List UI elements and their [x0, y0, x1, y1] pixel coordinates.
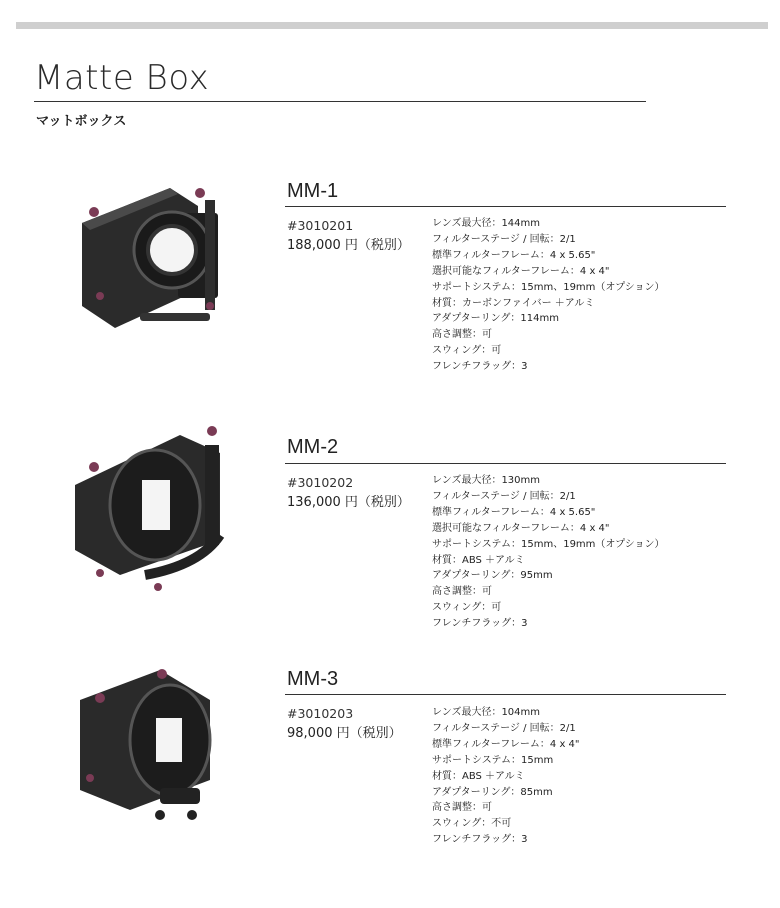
spec-list — [432, 473, 665, 632]
top-divider-bar — [16, 22, 768, 29]
spec-item: フレンチフラッグ：3 — [432, 834, 528, 846]
spec-item: アダプターリング：114mm — [432, 313, 559, 325]
spec-item: サポートシステム：15mm、19mm（オプション） — [432, 538, 665, 550]
product-price: 98,000 円（税別） — [287, 726, 402, 741]
product-code: #3010203 — [287, 706, 354, 721]
spec-item: フィルターステージ / 回転：2/1 — [432, 722, 576, 734]
product-price: 188,000 円（税別） — [287, 238, 410, 253]
spec-item: アダプターリング：95mm — [432, 570, 553, 582]
spec-item: フレンチフラッグ：3 — [432, 361, 528, 373]
spec-item: スウィング：可 — [432, 345, 502, 357]
spec-item: 高さ調整：可 — [432, 802, 492, 814]
spec-item: フレンチフラッグ：3 — [432, 618, 528, 630]
product-name: MM-1 — [287, 180, 339, 202]
spec-item: レンズ最大径：144mm — [432, 218, 541, 229]
page-title: Matte Box — [34, 58, 210, 98]
spec-item: 材質：ABS ＋アルミ — [432, 554, 525, 566]
product-code: #3010201 — [287, 218, 354, 233]
spec-list — [432, 705, 580, 848]
spec-item: 選択可能なフィルターフレーム：4 x 4" — [432, 265, 610, 277]
spec-item: レンズ最大径：130mm — [432, 475, 541, 486]
product-price: 136,000 円（税別） — [287, 495, 410, 510]
product-underline — [285, 206, 726, 207]
spec-item: レンズ最大径：104mm — [432, 707, 541, 718]
spec-item: 高さ調整：可 — [432, 586, 492, 598]
spec-item: フィルターステージ / 回転：2/1 — [432, 490, 576, 502]
spec-list — [432, 216, 665, 375]
spec-item: 材質：カーボンファイバー ＋アルミ — [432, 297, 595, 309]
spec-item: スウィング：可 — [432, 602, 502, 614]
product-name: MM-3 — [287, 668, 339, 690]
product-name: MM-2 — [287, 436, 339, 458]
product-underline — [285, 694, 726, 695]
spec-item: 標準フィルターフレーム：4 x 5.65" — [432, 506, 596, 518]
spec-item: サポートシステム：15mm、19mm（オプション） — [432, 281, 665, 293]
spec-item: 標準フィルターフレーム：4 x 5.65" — [432, 249, 596, 261]
matte-box-mm2-image — [60, 425, 240, 595]
page-subtitle: マットボックス — [36, 114, 127, 129]
spec-item: アダプターリング：85mm — [432, 786, 553, 798]
title-underline — [34, 101, 646, 102]
matte-box-mm1-image — [60, 178, 230, 338]
matte-box-mm3-image — [60, 660, 220, 825]
spec-item: サポートシステム：15mm — [432, 754, 554, 766]
product-underline — [285, 463, 726, 464]
product-code: #3010202 — [287, 475, 354, 490]
spec-item: 標準フィルターフレーム：4 x 4" — [432, 738, 580, 750]
spec-item: フィルターステージ / 回転：2/1 — [432, 233, 576, 245]
spec-item: 材質：ABS ＋アルミ — [432, 770, 525, 782]
spec-item: スウィング：不可 — [432, 818, 512, 830]
spec-item: 選択可能なフィルターフレーム：4 x 4" — [432, 522, 610, 534]
spec-item: 高さ調整：可 — [432, 329, 492, 341]
